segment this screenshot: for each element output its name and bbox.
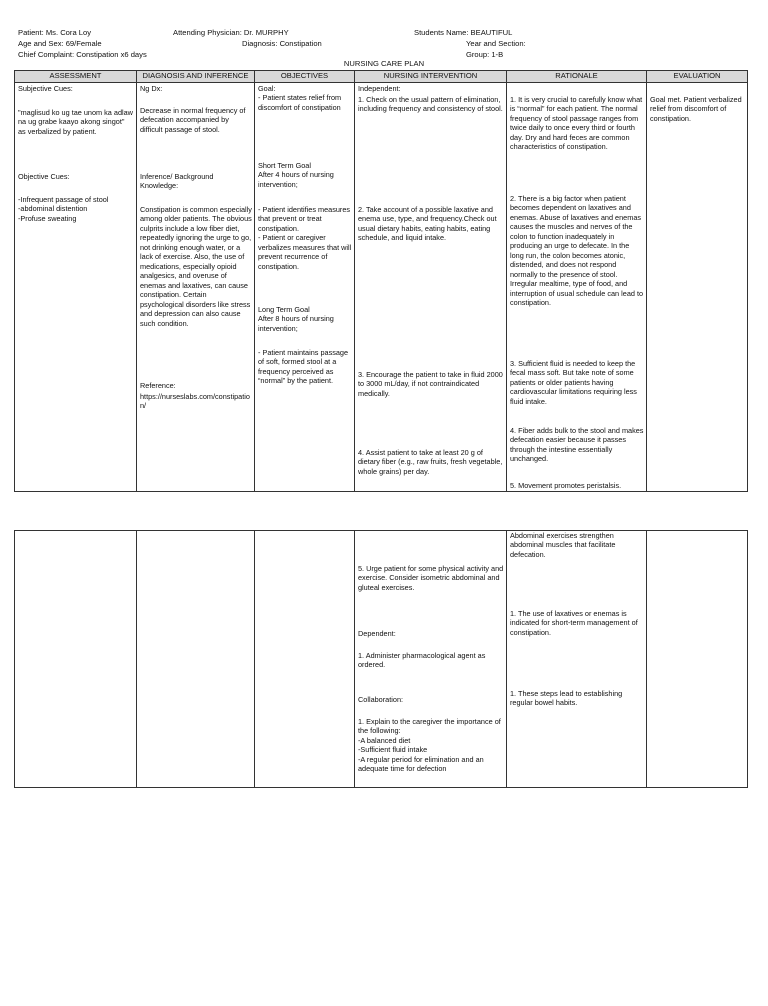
rationale-cell-continued: [507, 531, 647, 788]
table-row: [15, 83, 748, 492]
col-assessment: ASSESSMENT: [15, 71, 137, 83]
collaboration-item: -A balanced diet: [358, 735, 411, 745]
care-plan-table-continued: [14, 530, 748, 788]
care-plan-table: [14, 70, 748, 492]
independent-label: Independent:: [358, 84, 401, 93]
goal-text: - Patient states relief from discomfort of constipation: [258, 93, 342, 112]
year-section: Year and Section:: [466, 39, 526, 48]
objective-heading: Objective Cues:: [18, 172, 70, 181]
nursing-dx-text: Decrease in normal frequency of defecation accompanied by difficult passage of stool.: [140, 106, 246, 134]
long-term-text: After 8 hours of nursing intervention;: [258, 314, 334, 333]
collaboration-1: 1. Explain to the caregiver the importance of the following:: [358, 717, 501, 736]
dependent-label: Dependent:: [358, 629, 396, 638]
objective-cue: -Infrequent passage of stool: [18, 195, 109, 204]
collaboration-item: -Sufficient fluid intake: [358, 745, 428, 755]
attending-physician: Attending Physician: Dr. MURPHY: [173, 28, 289, 37]
short-term-text: After 4 hours of nursing intervention;: [258, 170, 334, 189]
short-term-item: - Patient or caregiver verbalizes measures that will prevent recurrence of constipation.: [258, 233, 352, 271]
diagnosis-header: Diagnosis: Constipation: [242, 39, 322, 48]
objectives-cell-empty: [255, 531, 355, 788]
rationale-dependent-1: 1. The use of laxatives or enemas is indicated for short-term management of constipation.: [510, 609, 638, 637]
subjective-text: "maglisud ko ug tae unom ka adlaw na ug grabe kaayo akong singot" as verbalized by patient.: [18, 108, 133, 136]
intervention-3: 3. Encourage the patient to take in fluid 2000 to 3000 mL/day, if not contraindicated medically.: [358, 370, 503, 398]
objectives-cell: [255, 83, 355, 492]
reference-label: Reference:: [140, 381, 176, 390]
assessment-cell-empty: [15, 531, 137, 788]
intervention-cell-continued: [355, 531, 507, 788]
diagnosis-cell-empty: [137, 531, 255, 788]
rationale-4: 4. Fiber adds bulk to the stool and makes defecation easier because it passes through the intestine essentially unchanged.: [510, 426, 644, 464]
subjective-heading: Subjective Cues:: [18, 84, 73, 93]
long-term-item: - Patient maintains passage of soft, formed stool at a frequency perceived as “normal” by the patient.: [258, 348, 349, 386]
intervention-cell: [355, 83, 507, 492]
rationale-3: 3. Sufficient fluid is needed to keep the fecal mass soft. But take note of some patients or older patients having cardiovascular limitations requiring less fluid intake.: [510, 359, 637, 406]
rationale-2: 2. There is a big factor when patient becomes dependent on laxatives and enemas. Abuse of laxatives and enemas causes the muscles and nerves of the colon to function inadequately in producing an urge to defecate. In the long run, the colon becomes atonic, distended, and does not respond normally to the presence of stool. Irregular mealtime, type of food, and interruption of usual schedule can lead to constipation.: [510, 194, 644, 308]
inference-text: Constipation is common especially among older patients. The obvious culprits include a low fiber diet, repeatedly ignoring the urge to go, not drinking enough water, or a lack of exercise. Also, the use of medications, especially opioid analgesics, and overuse of enemas and laxatives, can cause constipation. Certain psychological disorders like stress and depression can also cause such condition.: [140, 205, 252, 328]
page-title: NURSING CARE PLAN: [343, 59, 425, 68]
reference-url: https://nurseslabs.com/constipation/: [140, 392, 250, 411]
col-rationale: RATIONALE: [507, 71, 647, 83]
diagnosis-cell: [137, 83, 255, 492]
chief-complaint: Chief Complaint: Constipation x6 days: [18, 50, 147, 59]
assessment-cell: [15, 83, 137, 492]
intervention-2: 2. Take account of a possible laxative and enema use, type, and frequency.Check out usual dietary habits, eating habits, eating schedule, and liquid intake.: [358, 205, 497, 243]
table-row: [15, 531, 748, 788]
collaboration-item: -A regular period for elimination and an adequate time for defection: [358, 754, 484, 774]
objective-cue: -Profuse sweating: [18, 213, 77, 223]
intervention-4: 4. Assist patient to take at least 20 g of dietary fiber (e.g., raw fruits, fresh vegetable, whole grains) per day.: [358, 448, 503, 476]
objective-cue: -abdominal distention: [18, 204, 88, 214]
col-intervention: NURSING INTERVENTION: [355, 71, 507, 83]
col-objectives: OBJECTIVES: [255, 71, 355, 83]
inference-heading: Inference/ Background Knowledge:: [140, 172, 214, 191]
rationale-collaboration-1: 1. These steps lead to establishing regular bowel habits.: [510, 689, 623, 708]
student-name: Students Name: BEAUTIFUL: [414, 28, 513, 37]
intervention-1: 1. Check on the usual pattern of elimination, including frequency and consistency of stool.: [358, 95, 503, 114]
col-diagnosis: DIAGNOSIS AND INFERENCE: [137, 71, 255, 83]
dependent-1: 1. Administer pharmacological agent as ordered.: [358, 651, 486, 670]
goal-label: Goal:: [258, 84, 276, 93]
col-evaluation: EVALUATION: [647, 71, 748, 83]
patient-age-sex: Age and Sex: 69/Female: [18, 39, 102, 48]
rationale-5-continued: Abdominal exercises strengthen abdominal muscles that facilitate defecation.: [510, 531, 616, 559]
evaluation-cell-empty: [647, 531, 748, 788]
intervention-5: 5. Urge patient for some physical activity and exercise. Consider isometric abdominal and gluteal exercises.: [358, 564, 504, 592]
patient-name: Patient: Ms. Cora Loy: [18, 28, 92, 37]
rationale-cell: [507, 83, 647, 492]
short-term-heading: Short Term Goal: [258, 161, 311, 170]
rationale-1: 1. It is very crucial to carefully know what is “normal” for each patient. The normal frequency of stool passage ranges from twice daily to once every third or fourth day. Dry and hard feces are common characteristics of constipation.: [510, 95, 643, 152]
rationale-5: 5. Movement promotes peristalsis.: [510, 481, 622, 490]
group: Group: 1-B: [466, 50, 504, 59]
evaluation-text: Goal met. Patient verbalized relief from discomfort of constipation.: [650, 95, 742, 123]
long-term-heading: Long Term Goal: [258, 305, 310, 314]
short-term-item: - Patient identifies measures that prevent or treat constipation.: [258, 205, 351, 233]
collaboration-label: Collaboration:: [358, 695, 404, 704]
evaluation-cell: [647, 83, 748, 492]
table-header-row: [15, 71, 748, 83]
nursing-dx-label: Ng Dx:: [140, 84, 163, 93]
